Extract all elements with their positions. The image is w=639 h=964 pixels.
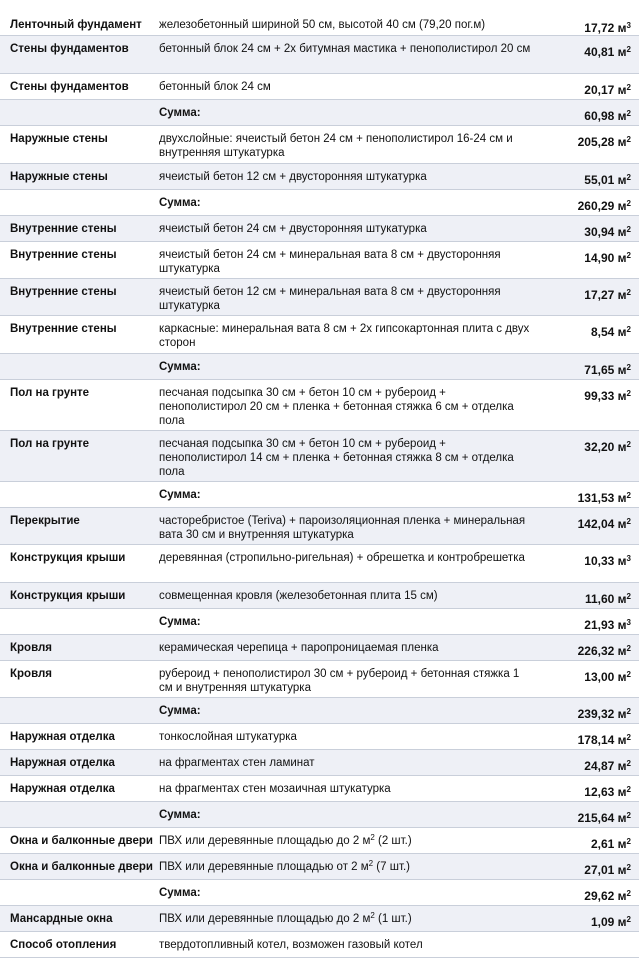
- element-name: Внутренние стены: [10, 286, 117, 298]
- element-amount: 11,60 $м^2$: [584, 592, 631, 606]
- element-description: на фрагментах стен мозаичная штукатурка: [159, 783, 391, 795]
- element-name: [0, 482, 149, 494]
- element-amount: 99,33 $м^2$: [584, 389, 631, 403]
- element-description: тонкослойная штукатурка: [159, 731, 297, 743]
- table-row: [0, 583, 639, 609]
- element-description: деревянная (стропильно-ригельная) + обрешетка и контробрешетка: [159, 552, 525, 564]
- element-amount: 215,64 $м^2$: [577, 811, 631, 825]
- element-name: Наружная отделка: [10, 731, 115, 743]
- element-amount: 13,00 $м^2$: [584, 670, 631, 684]
- element-description: ячеистый бетон 12 см + двусторонняя штукатурка: [159, 171, 427, 183]
- element-name: Внутренние стены: [10, 323, 117, 335]
- table-row: [0, 776, 639, 802]
- element-amount: 2,61 $м^2$: [590, 837, 631, 851]
- element-amount: 8,54 $м^2$: [590, 325, 631, 339]
- element-amount: 205,28 $м^2$: [577, 135, 631, 149]
- element-amount: 178,14 $м^2$: [577, 733, 631, 747]
- element-description: ПВХ или деревянные площадью от 2 $м^2$ (7 шт.): [159, 859, 410, 873]
- sum-row: [0, 354, 639, 380]
- sum-row: [0, 609, 639, 635]
- element-name: [0, 802, 149, 814]
- element-name: Стены фундаментов: [10, 81, 129, 93]
- element-amount: 32,20 $м^2$: [584, 440, 631, 454]
- element-amount: 1,09 $м^2$: [590, 915, 631, 929]
- element-description: твердотопливный котел, возможен газовый котел: [159, 939, 423, 951]
- element-name: [0, 609, 149, 621]
- sum-label: Сумма:: [159, 107, 201, 119]
- sum-row: [0, 482, 639, 508]
- element-amount: 40,81 $м^2$: [584, 45, 631, 59]
- table-row: [0, 932, 639, 958]
- element-description: рубероид + пенополистирол 30 см + рубероид + бетонная стяжка 1 см и внутренняя штукатурка: [159, 668, 520, 694]
- table-row: [0, 216, 639, 242]
- element-name: Наружная отделка: [10, 757, 115, 769]
- table-row: [0, 906, 639, 932]
- element-amount: 12,63 $м^2$: [584, 785, 631, 799]
- element-description: ПВХ или деревянные площадью до 2 $м^2$ (2 шт.): [159, 833, 412, 847]
- element-name: Внутренние стены: [10, 249, 117, 261]
- element-description: часторебристое (Teriva) + пароизоляционная пленка + минеральная вата 30 см и внутренняя штукатурка: [159, 515, 526, 541]
- sum-label: Сумма:: [159, 197, 201, 209]
- element-amount: 27,01 $м^2$: [584, 863, 631, 877]
- table-row: [0, 828, 639, 854]
- element-description: ячеистый бетон 24 см + минеральная вата 8 см + двусторонняя штукатурка: [159, 249, 501, 275]
- element-name: Кровля: [10, 668, 53, 680]
- element-name: [0, 100, 149, 112]
- element-name: Конструкция крыши: [10, 590, 126, 602]
- table-row: [0, 36, 639, 74]
- element-amount: 20,17 $м^2$: [584, 83, 631, 97]
- element-name: Внутренние стены: [10, 223, 117, 235]
- element-name: [0, 698, 149, 710]
- element-description: ячеистый бетон 12 см + минеральная вата 8 см + двусторонняя штукатурка: [159, 286, 501, 312]
- element-name: Кровля: [10, 642, 53, 654]
- element-amount: [536, 932, 639, 947]
- table-row: [0, 661, 639, 698]
- element-name: Окна и балконные двери: [10, 861, 153, 873]
- element-name: Наружные стены: [10, 171, 108, 183]
- sum-row: [0, 190, 639, 216]
- sum-label: Сумма:: [159, 616, 201, 628]
- table-row: [0, 380, 639, 431]
- element-amount: 71,65 $м^2$: [584, 363, 631, 377]
- element-name: Перекрытие: [10, 515, 80, 527]
- element-description: бетонный блок 24 см: [159, 81, 271, 93]
- table-row: [0, 750, 639, 776]
- element-amount: 226,32 $м^2$: [577, 644, 631, 658]
- element-amount: 29,62 $м^2$: [584, 889, 631, 903]
- element-name: Ленточный фундамент: [10, 19, 142, 31]
- element-amount: 30,94 $м^2$: [584, 225, 631, 239]
- element-amount: 55,01 $м^2$: [584, 173, 631, 187]
- sum-label: Сумма:: [159, 361, 201, 373]
- table-row: [0, 164, 639, 190]
- element-description: каркасные: минеральная вата 8 см + 2х гипсокартонная плита с двух сторон: [159, 323, 530, 349]
- element-description: бетонный блок 24 см + 2х битумная мастика + пенополистирол 20 см: [159, 43, 531, 55]
- element-description: железобетонный шириной 50 см, высотой 40 см (79,20 пог.м): [159, 19, 486, 31]
- element-name: Пол на грунте: [10, 438, 90, 450]
- element-amount: 17,72 $м^3$: [584, 21, 631, 35]
- element-amount: 60,98 $м^2$: [584, 109, 631, 123]
- table-row: [0, 242, 639, 279]
- sum-label: Сумма:: [159, 489, 201, 501]
- sum-row: [0, 880, 639, 906]
- element-description: песчаная подсыпка 30 см + бетон 10 см + рубероид + пенополистирол 14 см + пленка + бетонная стяжка 8 см + отделка пола: [159, 438, 514, 478]
- element-name: Пол на грунте: [10, 387, 90, 399]
- sum-row: [0, 698, 639, 724]
- element-name: Окна и балконные двери: [10, 835, 153, 847]
- element-name: [0, 880, 149, 892]
- element-amount: 21,93 $м^3$: [584, 618, 631, 632]
- element-amount: 14,90 $м^2$: [584, 251, 631, 265]
- element-amount: 239,32 $м^2$: [577, 707, 631, 721]
- table-row: [0, 12, 639, 36]
- element-amount: 142,04 $м^2$: [577, 517, 631, 531]
- element-description: двухслойные: ячеистый бетон 24 см + пенополистирол 16-24 см и внутренняя штукатурка: [159, 133, 513, 159]
- table-row: [0, 74, 639, 100]
- table-row: [0, 316, 639, 354]
- sum-label: Сумма:: [159, 705, 201, 717]
- element-description: ячеистый бетон 24 см + двусторонняя штукатурка: [159, 223, 427, 235]
- element-description: керамическая черепица + паропроницаемая пленка: [159, 642, 439, 654]
- table-row: [0, 545, 639, 583]
- element-name: Способ отопления: [10, 939, 117, 951]
- table-row: [0, 635, 639, 661]
- element-amount: 17,27 $м^2$: [584, 288, 631, 302]
- table-row: [0, 724, 639, 750]
- element-name: [0, 190, 149, 202]
- element-amount: 131,53 $м^2$: [577, 491, 631, 505]
- sum-row: [0, 100, 639, 126]
- element-description: ПВХ или деревянные площадью до 2 $м^2$ (1 шт.): [159, 911, 412, 925]
- table-row: [0, 279, 639, 316]
- element-name: [0, 354, 149, 366]
- sum-label: Сумма:: [159, 887, 201, 899]
- element-amount: 10,33 $м^3$: [584, 554, 631, 568]
- element-description: песчаная подсыпка 30 см + бетон 10 см + рубероид + пенополистирол 20 см + пленка + бетонная стяжка 6 см + отделка пола: [159, 387, 514, 427]
- element-amount: 24,87 $м^2$: [584, 759, 631, 773]
- element-description: совмещенная кровля (железобетонная плита 15 см): [159, 590, 438, 602]
- element-description: на фрагментах стен ламинат: [159, 757, 315, 769]
- sum-row: [0, 802, 639, 828]
- element-amount: 260,29 $м^2$: [577, 199, 631, 213]
- element-name: Конструкция крыши: [10, 552, 126, 564]
- table-row: [0, 126, 639, 164]
- table-row: [0, 508, 639, 545]
- element-name: Наружная отделка: [10, 783, 115, 795]
- table-row: [0, 854, 639, 880]
- sum-label: Сумма:: [159, 809, 201, 821]
- table-row: [0, 431, 639, 482]
- element-name: Мансардные окна: [10, 913, 113, 925]
- element-name: Стены фундаментов: [10, 43, 129, 55]
- element-name: Наружные стены: [10, 133, 108, 145]
